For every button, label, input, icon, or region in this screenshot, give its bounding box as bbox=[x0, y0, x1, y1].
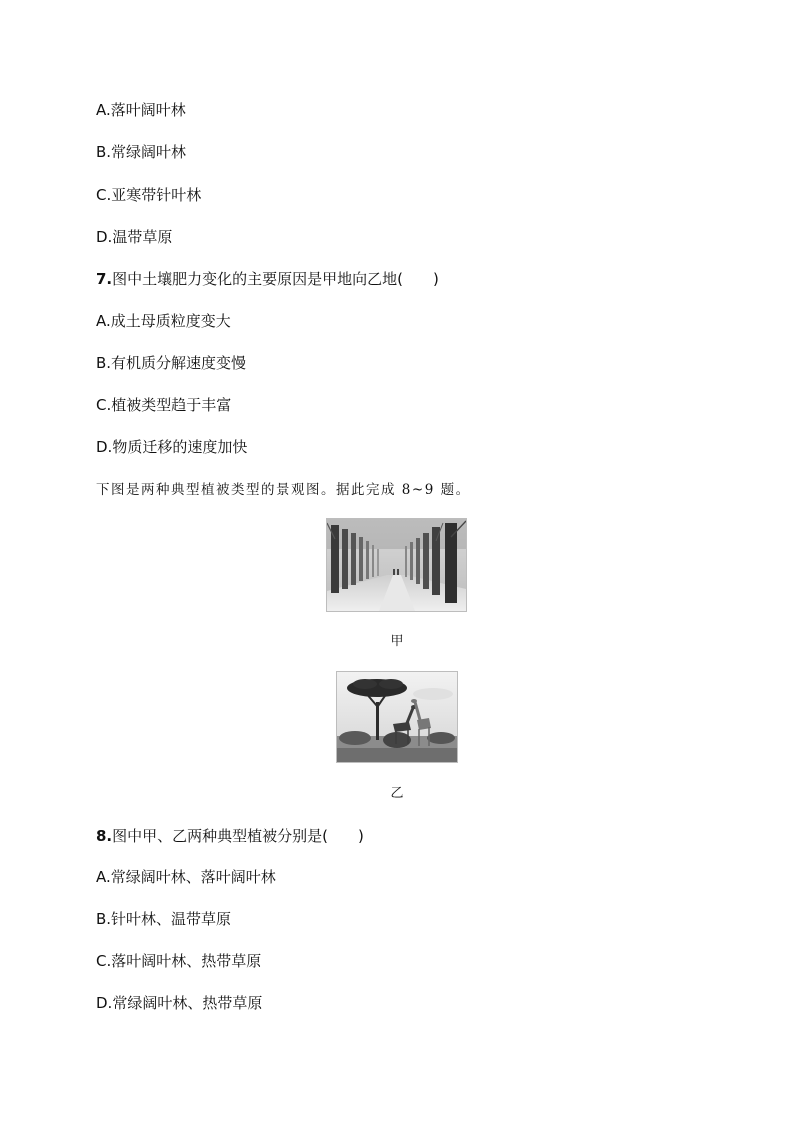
q6-option-c: C.亚寒带针叶林 bbox=[96, 186, 202, 204]
q7-stem: 图中土壤肥力变化的主要原因是甲地向乙地( ) bbox=[112, 270, 439, 288]
q8-option-d: D.常绿阔叶林、热带草原 bbox=[96, 994, 263, 1012]
savanna-illustration bbox=[337, 672, 457, 762]
q8-stem-line bbox=[96, 826, 364, 846]
intro-text: 下图是两种典型植被类型的景观图。据此完成 8~9 题。 bbox=[96, 482, 471, 498]
q8-stem: 图中甲、乙两种典型植被分别是( ) bbox=[112, 827, 364, 845]
q7-option-d: D.物质迁移的速度加快 bbox=[96, 438, 248, 456]
q8-option-b: B.针叶林、温带草原 bbox=[96, 910, 232, 928]
q8-option-c: C.落叶阔叶林、热带草原 bbox=[96, 952, 262, 970]
q8-number: 8. bbox=[96, 827, 113, 845]
figure-yi-savanna-photo bbox=[336, 671, 458, 763]
q6-option-a: A.落叶阔叶林 bbox=[96, 101, 186, 119]
q7-option-a: A.成土母质粒度变大 bbox=[96, 312, 231, 330]
figure-jia-caption: 甲 bbox=[390, 634, 404, 649]
q7-stem-line bbox=[96, 269, 439, 289]
q8-option-a: A.常绿阔叶林、落叶阔叶林 bbox=[96, 868, 276, 886]
figure-yi-caption: 乙 bbox=[390, 786, 404, 801]
q6-option-b: B.常绿阔叶林 bbox=[96, 143, 187, 161]
q7-option-b: B.有机质分解速度变慢 bbox=[96, 354, 247, 372]
q6-option-d: D.温带草原 bbox=[96, 228, 173, 246]
q7-number: 7. bbox=[96, 270, 113, 288]
q7-option-c: C.植被类型趋于丰富 bbox=[96, 396, 232, 414]
figure-jia-forest-photo bbox=[326, 518, 467, 612]
forest-avenue-illustration bbox=[327, 519, 466, 611]
